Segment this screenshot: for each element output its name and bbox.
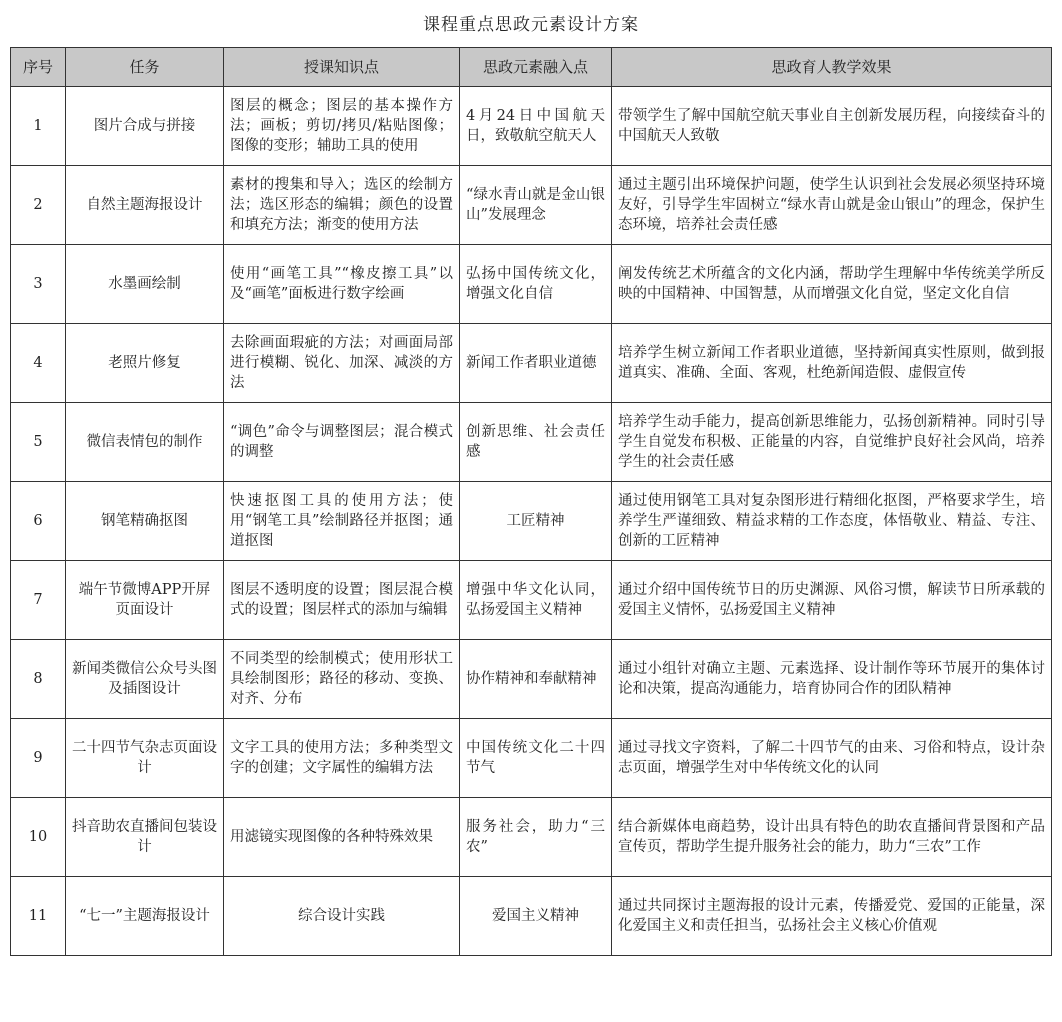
cell-task: 微信表情包的制作 — [66, 403, 224, 482]
cell-element: 爱国主义精神 — [460, 877, 612, 956]
cell-num: 8 — [11, 640, 66, 719]
cell-effect: 通过介绍中国传统节日的历史渊源、风俗习惯，解读节日所承载的爱国主义情怀，弘扬爱国主义精神 — [612, 561, 1052, 640]
cell-task: 老照片修复 — [66, 324, 224, 403]
cell-knowledge: 使用“画笔工具”“橡皮擦工具”以及“画笔”面板进行数字绘画 — [224, 245, 460, 324]
header-num: 序号 — [11, 48, 66, 87]
cell-knowledge: 用滤镜实现图像的各种特殊效果 — [224, 798, 460, 877]
page-title: 课程重点思政元素设计方案 — [423, 15, 639, 35]
table-header-row — [11, 48, 1052, 87]
table-row — [11, 403, 1052, 482]
cell-effect: 通过寻找文字资料，了解二十四节气的由来、习俗和特点，设计杂志页面，增强学生对中华传统文化的认同 — [612, 719, 1052, 798]
cell-element: 4月24日中国航天日，致敬航空航天人 — [460, 87, 612, 166]
cell-effect: 带领学生了解中国航空航天事业自主创新发展历程，向接续奋斗的中国航天人致敬 — [612, 87, 1052, 166]
header-knowledge: 授课知识点 — [224, 48, 460, 87]
table-row — [11, 245, 1052, 324]
table-row — [11, 719, 1052, 798]
cell-knowledge: 不同类型的绘制模式；使用形状工具绘制图形；路径的移动、变换、对齐、分布 — [224, 640, 460, 719]
table-row — [11, 798, 1052, 877]
cell-effect: 培养学生树立新闻工作者职业道德，坚持新闻真实性原则，做到报道真实、准确、全面、客观，杜绝新闻造假、虚假宣传 — [612, 324, 1052, 403]
design-plan-table — [10, 47, 1052, 956]
cell-task: 端午节微博APP开屏页面设计 — [66, 561, 224, 640]
header-effect: 思政育人教学效果 — [612, 48, 1052, 87]
cell-num: 5 — [11, 403, 66, 482]
cell-task: 图片合成与拼接 — [66, 87, 224, 166]
header-task: 任务 — [66, 48, 224, 87]
cell-knowledge: 图层不透明度的设置；图层混合模式的设置；图层样式的添加与编辑 — [224, 561, 460, 640]
cell-task: 抖音助农直播间包装设计 — [66, 798, 224, 877]
header-element: 思政元素融入点 — [460, 48, 612, 87]
cell-task: “七一”主题海报设计 — [66, 877, 224, 956]
cell-element: 弘扬中国传统文化，增强文化自信 — [460, 245, 612, 324]
cell-knowledge: 素材的搜集和导入；选区的绘制方法；选区形态的编辑；颜色的设置和填充方法；渐变的使用方法 — [224, 166, 460, 245]
cell-knowledge: 快速抠图工具的使用方法；使用“钢笔工具”绘制路径并抠图；通道抠图 — [224, 482, 460, 561]
table-row — [11, 87, 1052, 166]
cell-num: 6 — [11, 482, 66, 561]
cell-num: 9 — [11, 719, 66, 798]
table-row — [11, 640, 1052, 719]
table-row — [11, 482, 1052, 561]
cell-knowledge: 综合设计实践 — [224, 877, 460, 956]
table-row — [11, 561, 1052, 640]
cell-task: 二十四节气杂志页面设计 — [66, 719, 224, 798]
cell-task: 水墨画绘制 — [66, 245, 224, 324]
cell-num: 4 — [11, 324, 66, 403]
cell-effect: 通过使用钢笔工具对复杂图形进行精细化抠图，严格要求学生，培养学生严谨细致、精益求精的工作态度，体悟敬业、精益、专注、创新的工匠精神 — [612, 482, 1052, 561]
cell-num: 1 — [11, 87, 66, 166]
cell-element: “绿水青山就是金山银山”发展理念 — [460, 166, 612, 245]
cell-task: 钢笔精确抠图 — [66, 482, 224, 561]
cell-num: 3 — [11, 245, 66, 324]
cell-knowledge: 文字工具的使用方法；多种类型文字的创建；文字属性的编辑方法 — [224, 719, 460, 798]
cell-knowledge: 图层的概念；图层的基本操作方法；画板；剪切/拷贝/粘贴图像；图像的变形；辅助工具的使用 — [224, 87, 460, 166]
cell-element: 协作精神和奉献精神 — [460, 640, 612, 719]
cell-element: 新闻工作者职业道德 — [460, 324, 612, 403]
cell-effect: 培养学生动手能力，提高创新思维能力，弘扬创新精神。同时引导学生自觉发布积极、正能量的内容，自觉维护良好社会风尚，培养学生的社会责任感 — [612, 403, 1052, 482]
cell-effect: 结合新媒体电商趋势，设计出具有特色的助农直播间背景图和产品宣传页，帮助学生提升服务社会的能力，助力“三农”工作 — [612, 798, 1052, 877]
cell-num: 7 — [11, 561, 66, 640]
cell-num: 11 — [11, 877, 66, 956]
cell-knowledge: 去除画面瑕疵的方法；对画面局部进行模糊、锐化、加深、减淡的方法 — [224, 324, 460, 403]
cell-effect: 通过小组针对确立主题、元素选择、设计制作等环节展开的集体讨论和决策，提高沟通能力，培育协同合作的团队精神 — [612, 640, 1052, 719]
cell-effect: 通过主题引出环境保护问题，使学生认识到社会发展必须坚持环境友好，引导学生牢固树立“绿水青山就是金山银山”的理念，保护生态环境，培养社会责任感 — [612, 166, 1052, 245]
table-row — [11, 166, 1052, 245]
table-row — [11, 877, 1052, 956]
cell-num: 2 — [11, 166, 66, 245]
cell-effect: 通过共同探讨主题海报的设计元素，传播爱党、爱国的正能量，深化爱国主义和责任担当，弘扬社会主义核心价值观 — [612, 877, 1052, 956]
cell-knowledge: “调色”命令与调整图层；混合模式的调整 — [224, 403, 460, 482]
cell-task: 新闻类微信公众号头图及插图设计 — [66, 640, 224, 719]
cell-element: 创新思维、社会责任感 — [460, 403, 612, 482]
cell-element: 中国传统文化二十四节气 — [460, 719, 612, 798]
cell-element: 工匠精神 — [460, 482, 612, 561]
cell-effect: 阐发传统艺术所蕴含的文化内涵，帮助学生理解中华传统美学所反映的中国精神、中国智慧，从而增强文化自觉，坚定文化自信 — [612, 245, 1052, 324]
cell-element: 服务社会，助力“三农” — [460, 798, 612, 877]
table-row — [11, 324, 1052, 403]
cell-element: 增强中华文化认同，弘扬爱国主义精神 — [460, 561, 612, 640]
cell-num: 10 — [11, 798, 66, 877]
cell-task: 自然主题海报设计 — [66, 166, 224, 245]
